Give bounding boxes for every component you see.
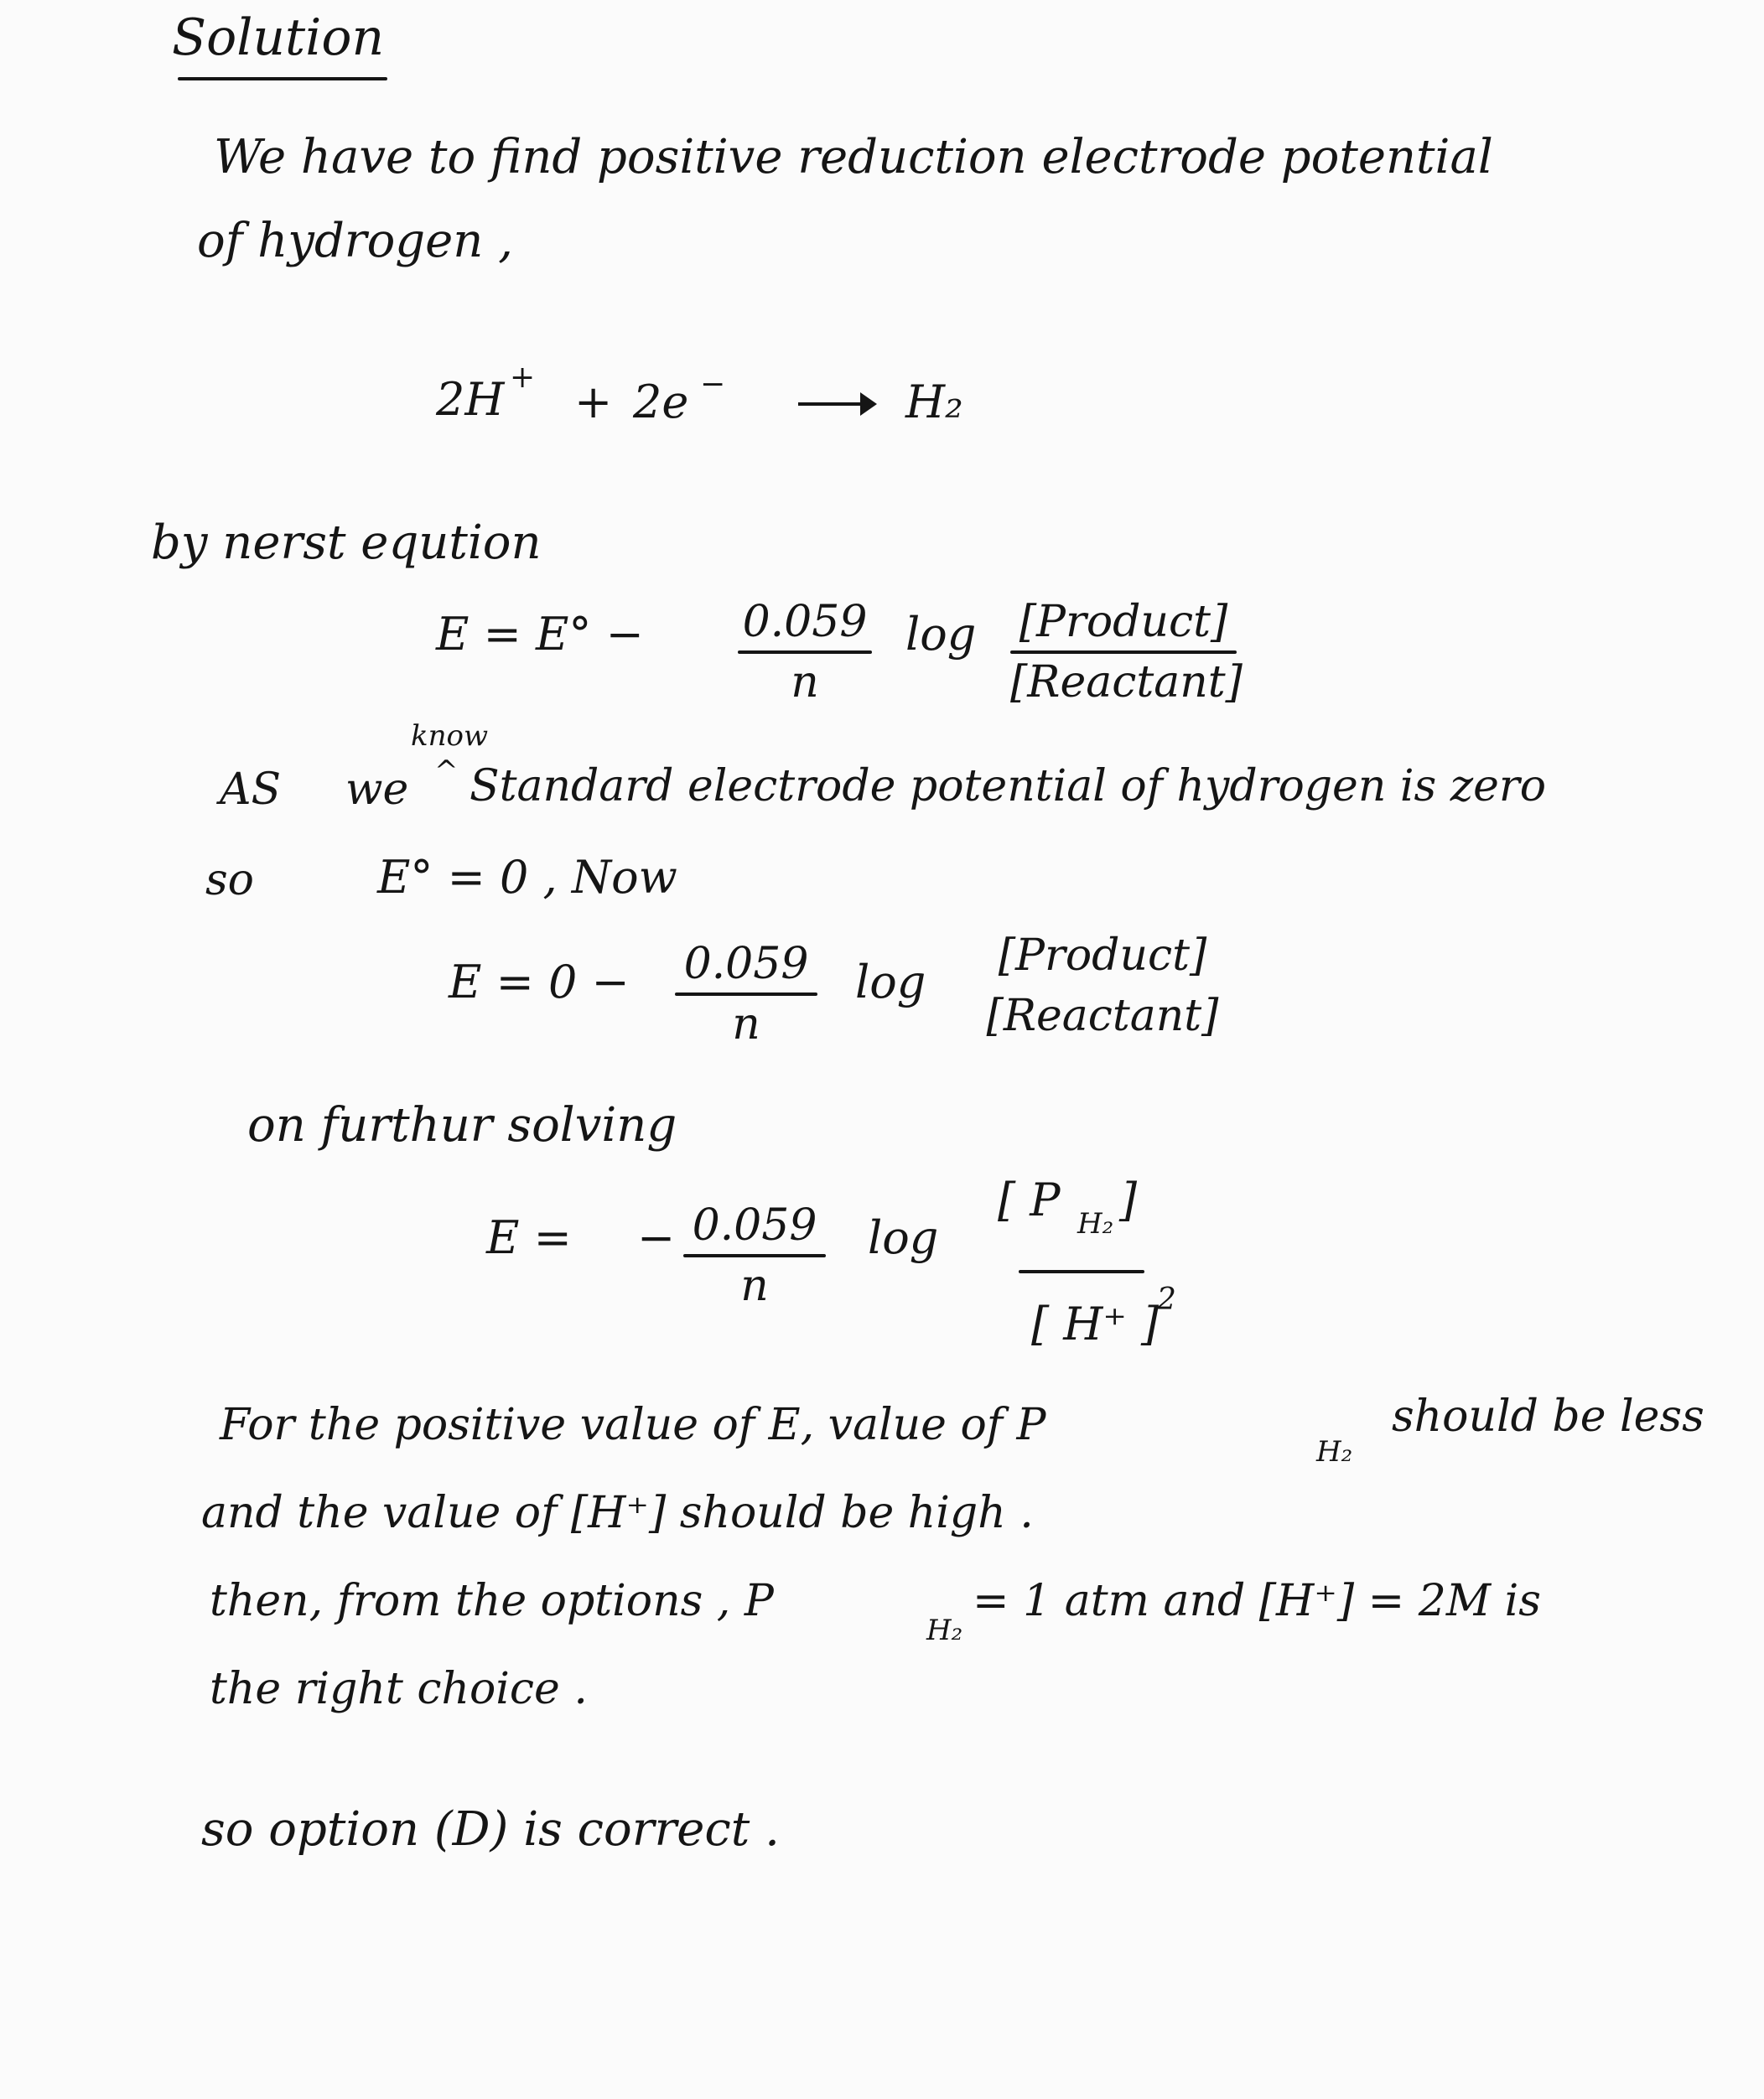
know-insertion: know (411, 719, 489, 753)
reaction-plus: + (574, 376, 613, 428)
further-bracket-bar (1019, 1270, 1144, 1273)
further-lhs: E = (486, 1211, 572, 1264)
nernst-lhs: E = E° − (436, 608, 644, 661)
reaction-arrow-icon (798, 402, 874, 406)
conclusion-line-4: the right choice . (210, 1664, 588, 1714)
nernst-log: log (905, 608, 977, 661)
standard-potential-text: Standard electrode potential of hydrogen is zero (470, 761, 1547, 811)
conclusion-line-1: For the positive value of E, value of P (220, 1400, 1046, 1450)
further-bracket-numerator-sub: H₂ (1077, 1207, 1114, 1241)
further-heading: on furthur solving (247, 1098, 677, 1153)
reaction-reactant-2: 2e (633, 376, 689, 428)
e0-zero-now: E° = 0 , Now (377, 851, 677, 904)
reaction-reactant-1-charge: + (510, 360, 536, 395)
intro-line-1: We have to find positive reduction electrode potential (214, 130, 1493, 184)
further-numerator: 0.059 (692, 1200, 817, 1251)
further-bracket-numerator-close: ] (1119, 1174, 1138, 1226)
final-answer: so option (D) is correct . (201, 1802, 780, 1857)
substituted-bracket-numerator: [Product] (998, 930, 1207, 981)
substituted-fraction-bar (675, 992, 817, 996)
conclusion-line-1-end: should be less (1392, 1392, 1704, 1442)
we-label: we (345, 764, 409, 815)
insertion-caret-icon: ^ (434, 754, 459, 788)
intro-line-2: of hydrogen , (197, 214, 513, 268)
nernst-bracket-denominator: [Reactant] (1010, 657, 1243, 707)
substituted-bracket-bar (981, 984, 1224, 987)
substituted-log: log (855, 956, 926, 1008)
further-bracket-numerator: [ P (998, 1174, 1061, 1226)
substituted-denominator: n (732, 999, 760, 1050)
conclusion-line-3-b: = 1 atm and [H⁺] = 2M is (973, 1576, 1541, 1626)
reaction-product: H₂ (905, 376, 963, 428)
conclusion-line-3-sub: H₂ (926, 1614, 963, 1647)
substituted-fraction (675, 939, 817, 1050)
conclusion-line-1-sub: H₂ (1316, 1435, 1353, 1469)
substituted-bracket-denominator: [Reactant] (986, 991, 1219, 1041)
conclusion-line-3-a: then, from the options , P (210, 1576, 774, 1626)
further-log: log (868, 1211, 939, 1264)
substituted-lhs: E = 0 − (449, 956, 630, 1008)
further-fraction-bar (683, 1254, 826, 1257)
so-label: so (205, 855, 254, 905)
further-bracket-denominator: [ H⁺ ] (1031, 1298, 1160, 1350)
nernst-denominator: n (791, 657, 819, 707)
nernst-fraction-bar (738, 650, 872, 654)
title-underline (178, 77, 387, 80)
solution-title: Solution (172, 8, 385, 67)
nernst-heading: by nerst eqution (151, 516, 542, 570)
conclusion-line-2: and the value of [H⁺] should be high . (201, 1488, 1034, 1538)
nernst-bracket-bar (1010, 650, 1237, 654)
reaction-reactant-1: 2H (436, 373, 505, 426)
as-label: AS (220, 764, 282, 815)
further-fraction (683, 1200, 826, 1311)
substituted-bracket-fraction (981, 930, 1224, 1041)
nernst-numerator: 0.059 (742, 597, 868, 647)
nernst-bracket-numerator: [Product] (1019, 597, 1228, 647)
substituted-numerator: 0.059 (683, 939, 809, 989)
further-denominator: n (740, 1261, 769, 1311)
nernst-fraction (738, 597, 872, 707)
nernst-bracket-fraction (1010, 597, 1243, 707)
further-minus: − (637, 1211, 676, 1264)
further-bracket-denominator-exponent: 2 (1157, 1283, 1176, 1317)
reaction-reactant-2-charge: − (700, 367, 726, 402)
